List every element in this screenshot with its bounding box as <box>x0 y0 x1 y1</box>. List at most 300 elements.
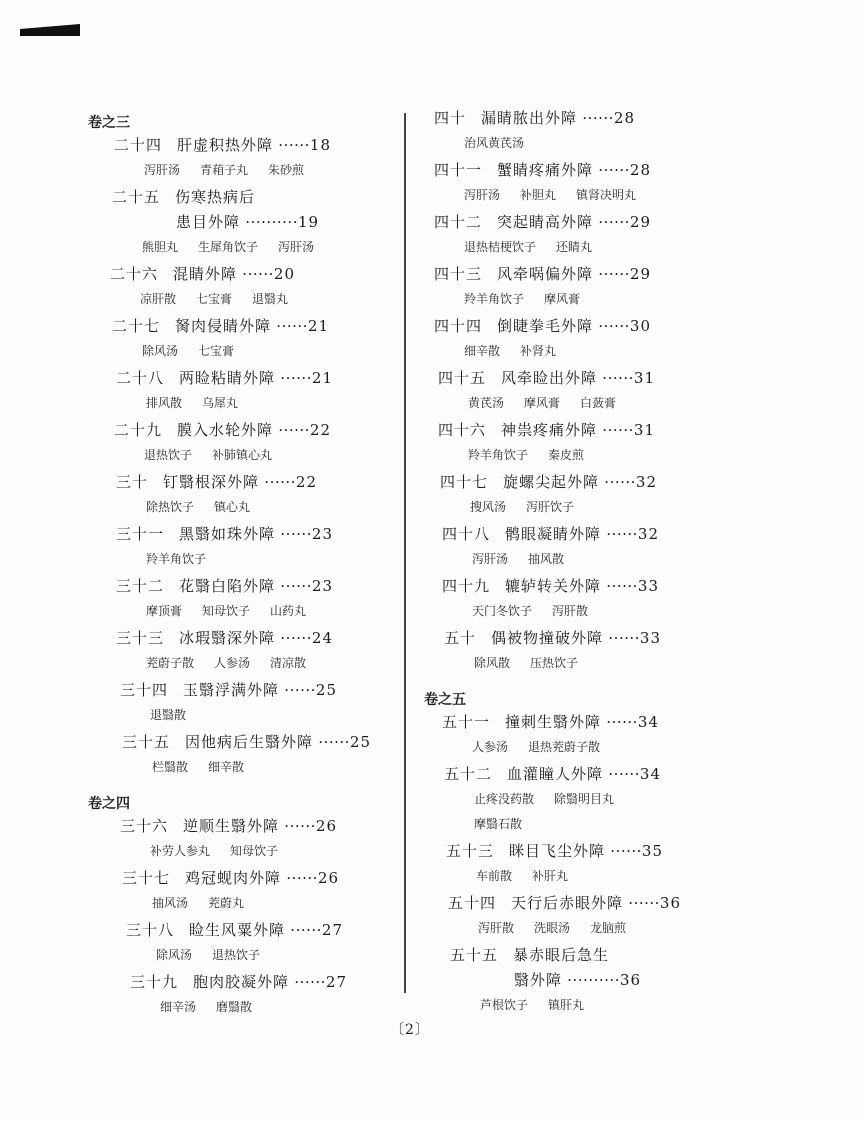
entry-title: 膜入水轮外障 <box>177 421 274 439</box>
entry-title-line <box>130 970 388 995</box>
leader-dots: ······ <box>285 921 322 939</box>
remedy-name: 清凉散 <box>270 656 307 670</box>
entry-number: 四十九 <box>442 577 491 595</box>
remedy-name: 羚羊角饮子 <box>464 292 525 306</box>
entry-page: 25 <box>349 733 372 751</box>
entry-title: 血灌瞳人外障 <box>507 765 604 783</box>
toc-entry <box>434 314 724 364</box>
entry-number: 四十六 <box>438 421 487 439</box>
entry-title-line <box>122 730 388 755</box>
entry-page: 21 <box>307 317 330 335</box>
remedy-name: 退翳散 <box>150 708 187 722</box>
toc-entry <box>114 133 388 183</box>
entry-title-line <box>444 762 724 787</box>
remedy-name: 熊胆丸 <box>142 240 179 254</box>
entry-number: 二十九 <box>114 421 163 439</box>
entry-title: 混睛外障 <box>173 265 238 283</box>
leader-dots: ······ <box>603 629 640 647</box>
remedy-name: 泻肝汤 <box>278 240 315 254</box>
entry-number: 五十五 <box>450 946 499 964</box>
entry-title: 蟹睛疼痛外障 <box>497 161 594 179</box>
remedy-list <box>442 735 724 760</box>
toc-entry <box>120 814 388 864</box>
entry-title: 突起睛高外障 <box>497 213 594 231</box>
remedy-list <box>434 183 724 208</box>
leader-dots: ······ <box>259 473 296 491</box>
remedy-name: 人参汤 <box>472 740 509 754</box>
toc-entry <box>442 522 724 572</box>
toc-entry <box>116 522 388 572</box>
entry-page: 32 <box>637 525 660 543</box>
leader-dots: ······ <box>279 681 316 699</box>
entry-number: 三十一 <box>116 525 165 543</box>
remedy-list <box>444 787 724 812</box>
entry-page: 36 <box>659 894 682 912</box>
entry-number: 五十 <box>444 629 477 647</box>
remedy-name: 镇肾决明丸 <box>576 188 637 202</box>
remedy-list <box>438 391 724 416</box>
remedy-list <box>446 864 724 889</box>
entry-page: 31 <box>633 369 656 387</box>
remedy-list-continued <box>444 812 724 837</box>
leader-dots: ······ <box>597 369 634 387</box>
leader-dots: ······ <box>603 765 640 783</box>
remedy-list <box>116 651 388 676</box>
remedy-name: 白蔹膏 <box>580 396 617 410</box>
entry-title: 鹘眼凝睛外障 <box>505 525 602 543</box>
toc-entry <box>442 574 724 624</box>
entry-page: 36 <box>619 971 642 989</box>
remedy-list <box>114 158 388 183</box>
entry-title-line <box>448 891 724 916</box>
leader-dots: ······ <box>273 421 310 439</box>
entry-title-line <box>446 839 724 864</box>
remedy-name: 天门冬饮子 <box>472 604 533 618</box>
toc-entry <box>116 366 388 416</box>
remedy-list <box>116 599 388 624</box>
entry-title: 偶被物撞破外障 <box>491 629 604 647</box>
leader-dots: ······ <box>273 136 310 154</box>
remedy-name: 栏翳散 <box>152 760 189 774</box>
toc-entry <box>114 418 388 468</box>
remedy-name: 泻肝汤 <box>464 188 501 202</box>
entry-number: 三十八 <box>126 921 175 939</box>
entry-page: 30 <box>629 317 652 335</box>
leader-dots: ······ <box>313 733 350 751</box>
remedy-name: 人参汤 <box>214 656 251 670</box>
remedy-name: 泻肝饮子 <box>526 500 575 514</box>
page-number: 〔2〕 <box>390 1022 430 1038</box>
entry-title: 倒睫拳毛外障 <box>497 317 594 335</box>
remedy-name: 退热茺蔚子散 <box>528 740 601 754</box>
entry-number: 三十六 <box>120 817 169 835</box>
remedy-list <box>120 839 388 864</box>
entry-title-line <box>122 866 388 891</box>
remedy-name: 黄芪汤 <box>468 396 505 410</box>
entry-page: 31 <box>633 421 656 439</box>
entry-title-line <box>434 210 724 235</box>
entry-title: 胞肉胶凝外障 <box>193 973 290 991</box>
remedy-name: 朱砂煎 <box>268 163 305 177</box>
toc-entry <box>442 710 724 760</box>
entry-title: 肝虚积热外障 <box>177 136 274 154</box>
leader-dots: ······ <box>577 109 614 127</box>
entry-title-line <box>116 366 388 391</box>
entry-title: 鸡冠蚬肉外障 <box>185 869 282 887</box>
remedy-name: 凉肝散 <box>140 292 177 306</box>
entry-title: 眯目飞尘外障 <box>509 842 606 860</box>
entry-page: 24 <box>311 629 334 647</box>
entry-page: 23 <box>311 577 334 595</box>
leader-dots: ······ <box>599 473 636 491</box>
entry-title: 玉翳浮满外障 <box>183 681 280 699</box>
leader-dots: ······ <box>275 629 312 647</box>
entry-page: 26 <box>317 869 340 887</box>
remedy-name: 泻肝汤 <box>144 163 181 177</box>
entry-page: 34 <box>637 713 660 731</box>
leader-dots: ······ <box>281 869 318 887</box>
remedy-list <box>444 651 724 676</box>
toc-left-column <box>88 113 388 1022</box>
remedy-name: 山药丸 <box>270 604 307 618</box>
entry-title-2: 患目外障 <box>176 213 241 231</box>
remedy-list <box>434 287 724 312</box>
remedy-name: 补肾丸 <box>520 344 557 358</box>
entry-number: 三十三 <box>116 629 165 647</box>
entry-title-line <box>116 574 388 599</box>
entry-page: 35 <box>641 842 664 860</box>
remedy-list <box>434 131 724 156</box>
entry-title-line <box>120 678 388 703</box>
remedy-list <box>116 495 388 520</box>
remedy-name: 抽风散 <box>528 552 565 566</box>
remedy-name: 退热桔梗饮子 <box>464 240 537 254</box>
leader-dots: ······ <box>275 369 312 387</box>
entry-title: 漏睛脓出外障 <box>481 109 578 127</box>
remedy-list <box>434 339 724 364</box>
leader-dots: ······ <box>279 817 316 835</box>
entry-number: 五十三 <box>446 842 495 860</box>
remedy-name: 退热饮子 <box>212 948 261 962</box>
leader-dots: ······ <box>289 973 326 991</box>
remedy-name: 补劳人参丸 <box>150 844 211 858</box>
leader-dots: ······ <box>601 713 638 731</box>
entry-page: 27 <box>321 921 344 939</box>
entry-title: 花翳白陷外障 <box>179 577 276 595</box>
entry-page: 18 <box>309 136 332 154</box>
toc-entry <box>438 366 724 416</box>
entry-title: 钉翳根深外障 <box>163 473 260 491</box>
entry-page: 22 <box>295 473 318 491</box>
entry-title-line <box>434 106 724 131</box>
entry-title-line <box>110 262 388 287</box>
remedy-name: 治风黄芪汤 <box>464 136 525 150</box>
entry-number: 三十二 <box>116 577 165 595</box>
entry-title-line <box>442 522 724 547</box>
remedy-name: 补胆丸 <box>520 188 557 202</box>
remedy-list <box>440 495 724 520</box>
remedy-name: 摩顶膏 <box>146 604 183 618</box>
remedy-name: 茺蔚子散 <box>146 656 195 670</box>
remedy-list <box>442 547 724 572</box>
leader-dots: ······ <box>593 161 630 179</box>
entry-title-line <box>434 314 724 339</box>
volume-heading: 卷之五 <box>424 692 466 708</box>
remedy-list <box>120 703 388 728</box>
remedy-name: 泻肝散 <box>552 604 589 618</box>
entry-title-continued <box>112 210 388 235</box>
entry-page: 19 <box>297 213 320 231</box>
toc-entry <box>122 730 388 780</box>
remedy-list <box>112 339 388 364</box>
entry-title: 两睑粘睛外障 <box>179 369 276 387</box>
entry-page: 28 <box>613 109 636 127</box>
entry-number: 四十二 <box>434 213 483 231</box>
entry-title-line <box>434 262 724 287</box>
remedy-list <box>112 235 388 260</box>
entry-title-line <box>126 918 388 943</box>
remedy-name: 羚羊角饮子 <box>468 448 529 462</box>
remedy-name: 补肺镇心丸 <box>212 448 273 462</box>
entry-number: 五十二 <box>444 765 493 783</box>
entry-number: 四十一 <box>434 161 483 179</box>
entry-title-line <box>116 626 388 651</box>
leader-dots: ······ <box>601 525 638 543</box>
leader-dots: ·········· <box>240 213 298 231</box>
entry-title: 逆顺生翳外障 <box>183 817 280 835</box>
remedy-name: 秦皮煎 <box>548 448 585 462</box>
leader-dots: ······ <box>605 842 642 860</box>
entry-title: 睑生风粟外障 <box>189 921 286 939</box>
toc-entry <box>444 626 724 676</box>
remedy-name: 泻肝汤 <box>472 552 509 566</box>
entry-page: 25 <box>315 681 338 699</box>
remedy-name: 摩风膏 <box>524 396 561 410</box>
remedy-name: 磨翳散 <box>216 1000 253 1014</box>
toc-entry <box>438 418 724 468</box>
entry-number: 三十五 <box>122 733 171 751</box>
remedy-name: 排风散 <box>146 396 183 410</box>
entry-number: 三十九 <box>130 973 179 991</box>
volume-heading: 卷之四 <box>88 796 130 812</box>
toc-entry <box>444 762 724 837</box>
toc-entry <box>120 678 388 728</box>
entry-number: 四十五 <box>438 369 487 387</box>
entry-title-line <box>116 470 388 495</box>
entry-page: 22 <box>309 421 332 439</box>
remedy-name: 茺蔚丸 <box>208 896 245 910</box>
remedy-name: 泻肝散 <box>478 921 515 935</box>
entry-title-line <box>434 158 724 183</box>
entry-title: 伤寒热病后 <box>175 188 256 206</box>
toc-entry <box>446 839 724 889</box>
entry-title-line <box>120 814 388 839</box>
entry-title-line <box>112 185 388 210</box>
remedy-name: 知母饮子 <box>202 604 251 618</box>
remedy-name: 还睛丸 <box>556 240 593 254</box>
entry-page: 28 <box>629 161 652 179</box>
remedy-name: 细辛散 <box>464 344 501 358</box>
remedy-name: 生犀角饮子 <box>198 240 259 254</box>
leader-dots: ·········· <box>562 971 620 989</box>
remedy-list <box>116 391 388 416</box>
entry-number: 二十四 <box>114 136 163 154</box>
entry-title: 撞刺生翳外障 <box>505 713 602 731</box>
entry-title-2: 翳外障 <box>514 971 563 989</box>
remedy-name: 镇心丸 <box>214 500 251 514</box>
toc-right-column <box>424 106 724 1020</box>
entry-title: 辘轳转关外障 <box>505 577 602 595</box>
remedy-name: 细辛汤 <box>160 1000 197 1014</box>
remedy-name: 镇肝丸 <box>548 998 585 1012</box>
entry-number: 二十七 <box>112 317 161 335</box>
leader-dots: ······ <box>597 421 634 439</box>
leader-dots: ······ <box>593 265 630 283</box>
entry-page: 29 <box>629 265 652 283</box>
remedy-name: 止疼没药散 <box>474 792 535 806</box>
remedy-name: 车前散 <box>476 869 513 883</box>
toc-entry <box>110 262 388 312</box>
leader-dots: ······ <box>275 577 312 595</box>
leader-dots: ······ <box>271 317 308 335</box>
entry-title-continued <box>450 968 724 993</box>
remedy-list <box>110 287 388 312</box>
remedy-name: 除风汤 <box>142 344 179 358</box>
toc-entry <box>116 470 388 520</box>
entry-title: 风牵㖞偏外障 <box>497 265 594 283</box>
entry-title-line <box>444 626 724 651</box>
entry-number: 四十八 <box>442 525 491 543</box>
entry-number: 四十 <box>434 109 467 127</box>
toc-entry <box>116 626 388 676</box>
entry-title: 因他病后生翳外障 <box>185 733 314 751</box>
entry-number: 四十七 <box>440 473 489 491</box>
remedy-name: 龙脑煎 <box>590 921 627 935</box>
entry-title: 黑翳如珠外障 <box>179 525 276 543</box>
remedy-name: 七宝膏 <box>198 344 235 358</box>
remedy-name: 除风汤 <box>156 948 193 962</box>
entry-page: 26 <box>315 817 338 835</box>
toc-entry <box>112 185 388 260</box>
remedy-name: 洗眼汤 <box>534 921 571 935</box>
entry-number: 二十六 <box>110 265 159 283</box>
remedy-list <box>448 916 724 941</box>
remedy-list <box>116 547 388 572</box>
entry-title-line <box>440 470 724 495</box>
toc-entry <box>448 891 724 941</box>
remedy-list <box>434 235 724 260</box>
entry-number: 五十一 <box>442 713 491 731</box>
remedy-name: 除风散 <box>474 656 511 670</box>
entry-title: 天行后赤眼外障 <box>511 894 624 912</box>
entry-page: 20 <box>273 265 296 283</box>
remedy-name: 芦根饮子 <box>480 998 529 1012</box>
leader-dots: ······ <box>601 577 638 595</box>
entry-number: 四十三 <box>434 265 483 283</box>
toc-entry <box>126 918 388 968</box>
entry-page: 33 <box>637 577 660 595</box>
leader-dots: ······ <box>237 265 274 283</box>
remedy-list <box>450 993 724 1018</box>
entry-title: 旋螺尖起外障 <box>503 473 600 491</box>
remedy-name: 压热饮子 <box>530 656 579 670</box>
remedy-name: 知母饮子 <box>230 844 279 858</box>
entry-number: 三十七 <box>122 869 171 887</box>
entry-title-line <box>114 418 388 443</box>
entry-title-line <box>450 943 724 968</box>
entry-page: 23 <box>311 525 334 543</box>
remedy-list <box>122 891 388 916</box>
volume-heading: 卷之三 <box>88 115 130 131</box>
leader-dots: ······ <box>623 894 660 912</box>
remedy-name: 退热饮子 <box>144 448 193 462</box>
entry-title-line <box>112 314 388 339</box>
entry-page: 33 <box>639 629 662 647</box>
toc-entry <box>116 574 388 624</box>
toc-entry <box>450 943 724 1018</box>
remedy-list <box>122 755 388 780</box>
remedy-name: 抽风汤 <box>152 896 189 910</box>
entry-title-line <box>438 366 724 391</box>
remedy-list <box>126 943 388 968</box>
toc-entry <box>440 470 724 520</box>
remedy-name: 细辛散 <box>208 760 245 774</box>
entry-title-line <box>116 522 388 547</box>
entry-title: 胬肉侵睛外障 <box>175 317 272 335</box>
entry-number: 二十五 <box>112 188 161 206</box>
remedy-name: 补肝丸 <box>532 869 569 883</box>
entry-page: 29 <box>629 213 652 231</box>
entry-number: 三十四 <box>120 681 169 699</box>
corner-ink-mark <box>20 24 80 36</box>
remedy-name: 乌犀丸 <box>202 396 239 410</box>
remedy-list <box>114 443 388 468</box>
toc-entry <box>434 210 724 260</box>
remedy-list <box>130 995 388 1020</box>
entry-page: 34 <box>639 765 662 783</box>
entry-title: 暴赤眼后急生 <box>513 946 610 964</box>
remedy-name: 青葙子丸 <box>200 163 249 177</box>
entry-title-line <box>442 574 724 599</box>
entry-number: 五十四 <box>448 894 497 912</box>
toc-entry <box>122 866 388 916</box>
remedy-list <box>442 599 724 624</box>
remedy-name: 羚羊角饮子 <box>146 552 207 566</box>
entry-title: 冰瑕翳深外障 <box>179 629 276 647</box>
toc-entry <box>130 970 388 1020</box>
toc-entry <box>112 314 388 364</box>
entry-title-line <box>114 133 388 158</box>
entry-number: 二十八 <box>116 369 165 387</box>
remedy-name: 退翳丸 <box>252 292 289 306</box>
entry-title: 神祟疼痛外障 <box>501 421 598 439</box>
remedy-name: 摩风膏 <box>544 292 581 306</box>
remedy-name: 除热饮子 <box>146 500 195 514</box>
toc-entry <box>434 158 724 208</box>
entry-page: 21 <box>311 369 334 387</box>
column-separator <box>404 113 406 993</box>
remedy-name: 搜风汤 <box>470 500 507 514</box>
toc-entry <box>434 106 724 156</box>
remedy-name: 除翳明目丸 <box>554 792 615 806</box>
leader-dots: ······ <box>593 317 630 335</box>
entry-page: 27 <box>325 973 348 991</box>
leader-dots: ······ <box>275 525 312 543</box>
remedy-name: 七宝膏 <box>196 292 233 306</box>
entry-title: 风牵睑出外障 <box>501 369 598 387</box>
remedy-name: 摩翳石散 <box>474 817 523 831</box>
toc-entry <box>434 262 724 312</box>
